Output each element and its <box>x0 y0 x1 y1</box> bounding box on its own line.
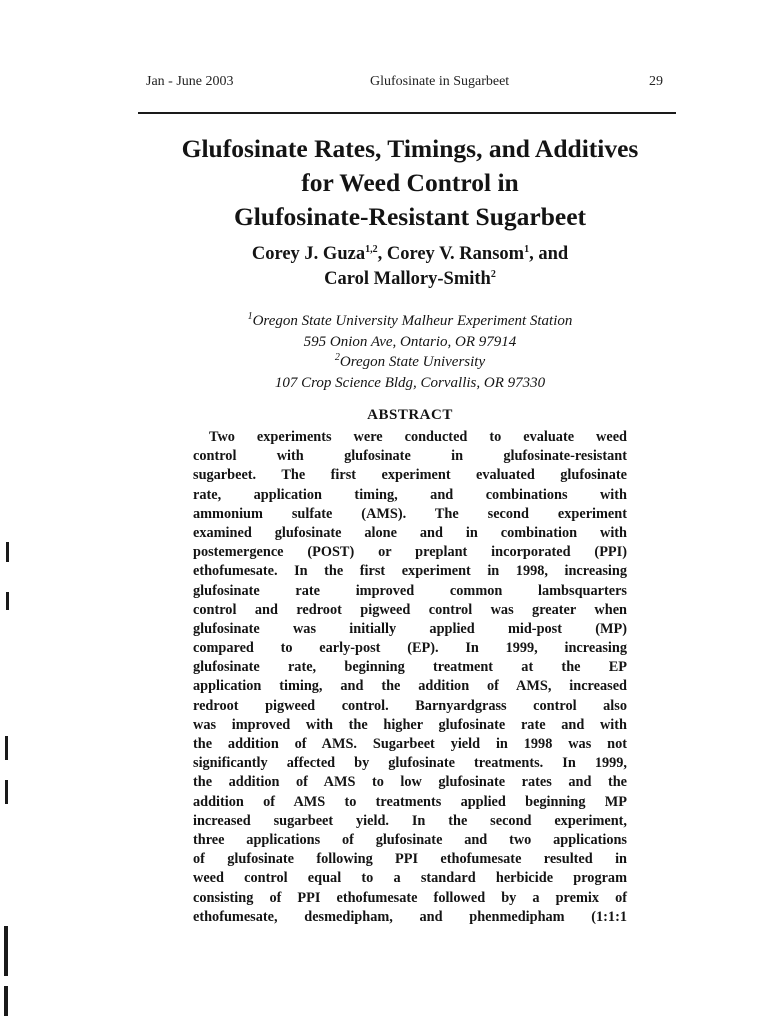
scan-margin-mark <box>4 986 8 1016</box>
header-journal-title: Glufosinate in Sugarbeet <box>370 74 510 89</box>
abstract-heading: ABSTRACT <box>367 407 453 423</box>
abstract-line: compared to early-post (EP). In 1999, increasing <box>193 640 627 657</box>
abstract-line: glufosinate was initially applied mid-post (MP) <box>193 620 627 637</box>
abstract-line: control with glufosinate in glufosinate-resistant <box>193 448 627 465</box>
abstract-line: addition of AMS to treatments applied beginning MP <box>193 793 627 810</box>
title-line: Glufosinate-Resistant Sugarbeet <box>233 202 587 231</box>
title-line: Glufosinate Rates, Timings, and Additives <box>181 134 639 163</box>
scan-margin-mark <box>6 542 9 562</box>
abstract-line: sugarbeet. The first experiment evaluated glufosinate <box>193 467 627 484</box>
affiliation-text: Oregon State University <box>339 354 486 370</box>
abstract-line: glufosinate rate improved common lambsquarters <box>193 582 627 599</box>
abstract-line: the addition of AMS to low glufosinate rates and the <box>193 774 627 791</box>
abstract-line: glufosinate rate, beginning treatment at the EP <box>193 659 627 676</box>
affiliation-text: Oregon State University Malheur Experiment Station <box>252 313 573 329</box>
affiliations <box>130 311 690 393</box>
abstract-body <box>193 428 627 927</box>
abstract-line: postemergence (POST) or preplant incorporated (PPI) <box>193 544 627 561</box>
author-name: , Corey V. Ransom <box>377 244 525 264</box>
affiliation-line <box>130 352 690 373</box>
author-affiliation-marker: 1 <box>524 243 530 255</box>
abstract-line: examined glufosinate alone and in combination with <box>193 524 627 541</box>
abstract-line: Two experiments were conducted to evaluate weed <box>209 429 627 445</box>
affiliation-line: 595 Onion Ave, Ontario, OR 97914 <box>303 333 517 350</box>
abstract-line: increased sugarbeet yield. In the second experiment, <box>193 812 627 829</box>
author-line <box>130 242 690 267</box>
abstract-line: application timing, and the addition of AMS, increased <box>193 678 627 695</box>
abstract-line: ethofumesate, desmedipham, and phenmedipham (1:1:1 <box>193 908 627 925</box>
author-name: Corey J. Guza <box>251 244 366 264</box>
abstract-line: ammonium sulfate (AMS). The second experiment <box>193 505 627 522</box>
author-affiliation-marker: 1,2 <box>365 243 378 255</box>
scan-margin-mark <box>6 592 9 610</box>
abstract-line: was improved with the higher glufosinate rate and with <box>193 716 627 733</box>
abstract-line: of glufosinate following PPI ethofumesate resulted in <box>193 851 627 868</box>
page-number: 29 <box>649 74 663 89</box>
author-conjunction: , and <box>529 244 569 264</box>
abstract-line: three applications of glufosinate and two applications <box>193 831 627 848</box>
header-date: Jan - June 2003 <box>146 74 234 89</box>
affiliation-line <box>130 311 690 332</box>
abstract-line: rate, application timing, and combinations with <box>193 486 627 503</box>
scan-margin-mark <box>5 736 8 760</box>
abstract-line: the addition of AMS. Sugarbeet yield in 1998 was not <box>193 736 627 752</box>
affiliation-marker: 2 <box>334 352 340 363</box>
author-line <box>130 267 690 292</box>
abstract-line: redroot pigweed control. Barnyardgrass control also <box>193 697 627 714</box>
article-title <box>130 132 690 234</box>
title-line: for Weed Control in <box>301 168 519 197</box>
affiliation-line: 107 Crop Science Bldg, Corvallis, OR 97330 <box>274 374 546 391</box>
header-rule <box>138 112 676 114</box>
abstract-line: significantly affected by glufosinate treatments. In 1999, <box>193 755 627 772</box>
affiliation-marker: 1 <box>247 311 253 322</box>
author-list <box>130 242 690 292</box>
abstract-line: consisting of PPI ethofumesate followed by a premix of <box>193 889 627 906</box>
scan-margin-mark <box>4 926 8 976</box>
author-name: Carol Mallory-Smith <box>324 269 491 289</box>
scan-margin-mark <box>5 780 8 804</box>
abstract-line: control and redroot pigweed control was greater when <box>193 601 627 618</box>
abstract-line: weed control equal to a standard herbicide program <box>193 870 627 887</box>
abstract-line: ethofumesate. In the first experiment in 1998, increasing <box>193 563 627 580</box>
author-affiliation-marker: 2 <box>490 268 496 280</box>
